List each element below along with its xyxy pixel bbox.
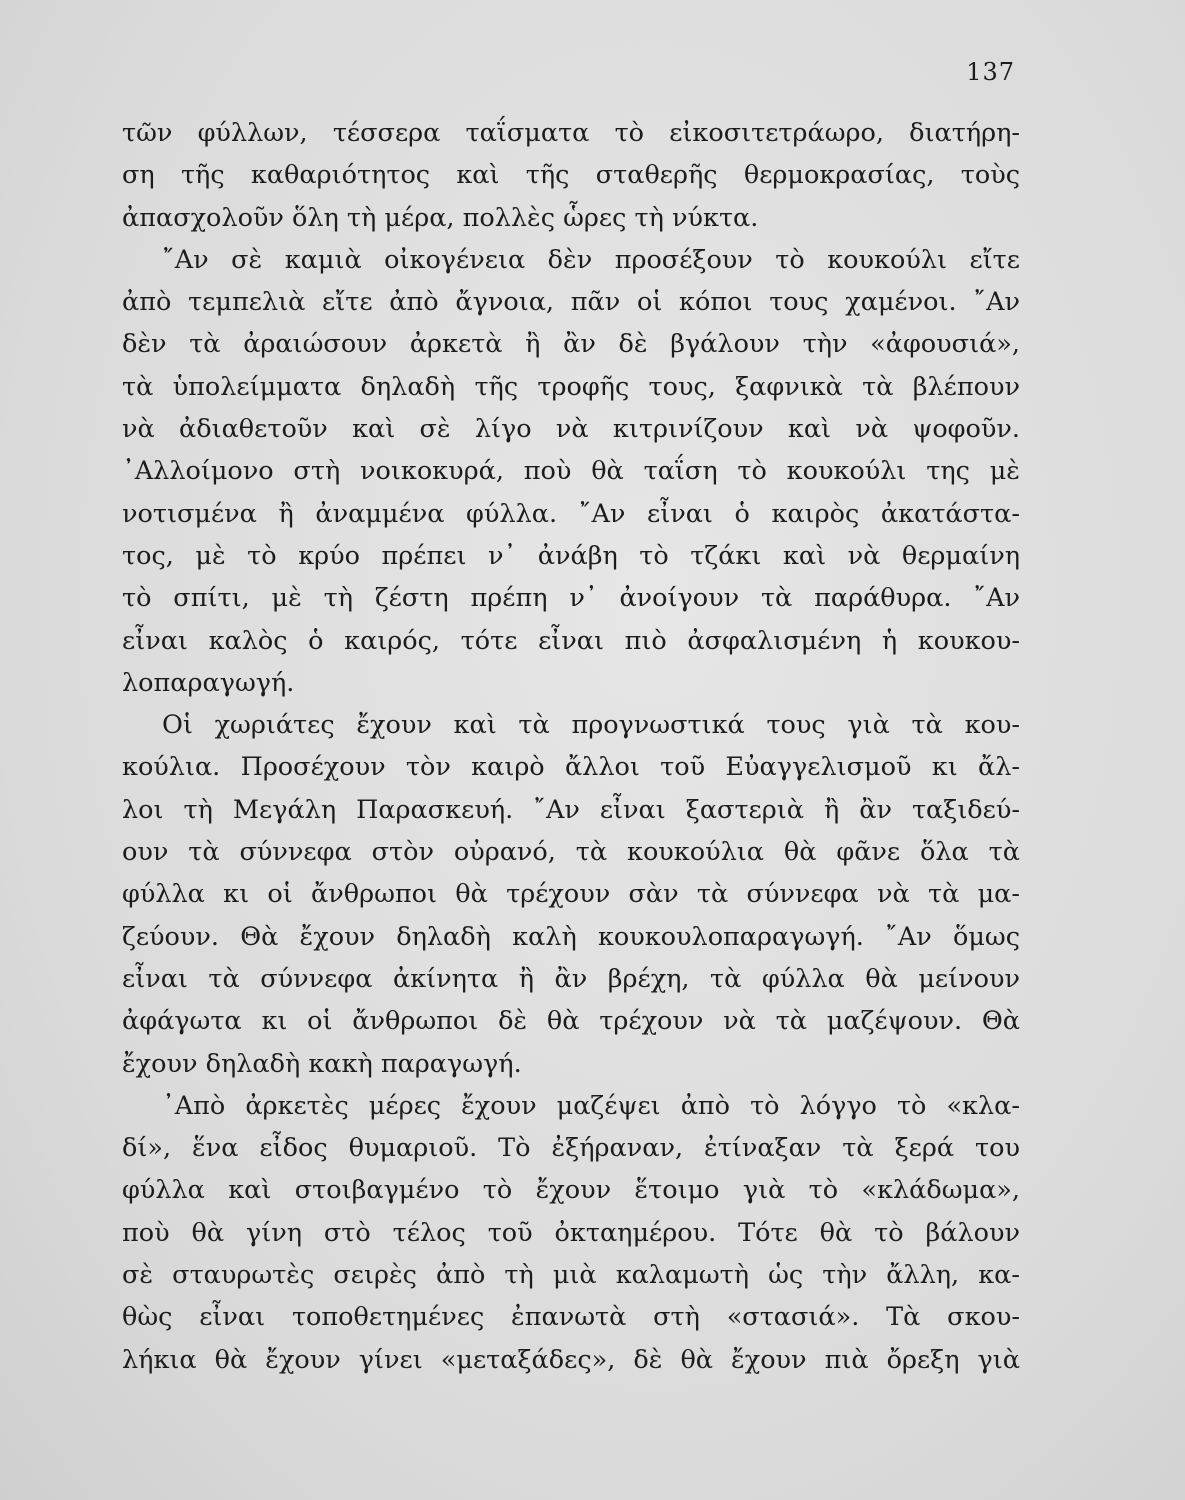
text-line: φύλλα καὶ στοιβαγμένο τὸ ἔχουν ἕτοιμο γιὰ τὸ «κλάδωμα», [122, 1175, 1020, 1206]
text-line: νοτισμένα ἢ ἀναμμένα φύλλα. ῎Αν εἶναι ὁ καιρὸς ἀκατάστα- [122, 498, 1020, 529]
text-line: ποὺ θὰ γίνη στὸ τέλος τοῦ ὀκταημέρου. Τότε θὰ τὸ βάλουν [122, 1217, 1020, 1248]
text-line: ᾽Αλλοίμονο στὴ νοικοκυρά, ποὺ θὰ ταΐση τὸ κουκούλι της μὲ [122, 456, 1020, 487]
text-line: εἶναι καλὸς ὁ καιρός, τότε εἶναι πιὸ ἀσφαλισμένη ἡ κουκου- [122, 625, 1020, 656]
text-line: λοπαραγωγή. [122, 667, 295, 698]
text-line: ουν τὰ σύννεφα στὸν οὐρανό, τὰ κουκούλια θὰ φᾶνε ὅλα τὰ [122, 837, 1020, 868]
text-line: λήκια θὰ ἔχουν γίνει «μεταξάδες», δὲ θὰ ἔχουν πιὰ ὄρεξη γιὰ [122, 1344, 1020, 1375]
text-line: Οἱ χωριάτες ἔχουν καὶ τὰ προγνωστικά τους γιὰ τὰ κου- [162, 710, 1020, 741]
page-number: 137 [966, 58, 1015, 86]
text-line: ἀφάγωτα κι οἱ ἄνθρωποι δὲ θὰ τρέχουν νὰ τὰ μαζέψουν. Θὰ [122, 1006, 1020, 1037]
text-line: ζεύουν. Θὰ ἔχουν δηλαδὴ καλὴ κουκουλοπαραγωγή. ῎Αν ὅμως [122, 921, 1020, 952]
text-line: κούλια. Προσέχουν τὸν καιρὸ ἄλλοι τοῦ Εὐαγγελισμοῦ κι ἄλ- [122, 752, 1020, 783]
text-line: τὰ ὑπολείμματα δηλαδὴ τῆς τροφῆς τους, ξαφνικὰ τὰ βλέπουν [122, 371, 1020, 402]
text-line: ἀπασχολοῦν ὅλη τὴ μέρα, πολλὲς ὧρες τὴ νύκτα. [122, 202, 759, 233]
text-line: τὸ σπίτι, μὲ τὴ ζέστη πρέπη ν᾽ ἀνοίγουν τὰ παράθυρα. ῎Αν [122, 583, 1020, 614]
text-line: φύλλα κι οἱ ἄνθρωποι θὰ τρέχουν σὰν τὰ σύννεφα νὰ τὰ μα- [122, 879, 1020, 910]
text-line: ῎Αν σὲ καμιὰ οἰκογένεια δὲν προσέξουν τὸ κουκούλι εἴτε [162, 244, 1020, 275]
text-line: σὲ σταυρωτὲς σειρὲς ἀπὸ τὴ μιὰ καλαμωτὴ ὡς τὴν ἄλλη, κα- [122, 1260, 1020, 1291]
text-line: ἀπὸ τεμπελιὰ εἴτε ἀπὸ ἄγνοια, πᾶν οἱ κόποι τους χαμένοι. ῎Αν [122, 287, 1020, 318]
text-line: δί», ἕνα εἶδος θυμαριοῦ. Τὸ ἐξήραναν, ἐτίναξαν τὰ ξερά του [122, 1133, 1020, 1164]
text-line: τῶν φύλλων, τέσσερα ταΐσματα τὸ εἰκοσιτετράωρο, διατήρη- [122, 118, 1020, 148]
body-text [122, 112, 1020, 1381]
text-line: θὼς εἶναι τοποθετημένες ἐπανωτὰ στὴ «στασιά». Τὰ σκου- [122, 1302, 1020, 1333]
text-line: εἶναι τὰ σύννεφα ἀκίνητα ἢ ἂν βρέχη, τὰ φύλλα θὰ μείνουν [122, 963, 1020, 994]
text-line: ἔχουν δηλαδὴ κακὴ παραγωγή. [122, 1048, 522, 1079]
text-line: νὰ ἀδιαθετοῦν καὶ σὲ λίγο νὰ κιτρινίζουν καὶ νὰ ψοφοῦν. [122, 414, 1020, 445]
text-line: ση τῆς καθαριότητος καὶ τῆς σταθερῆς θερμοκρασίας, τοὺς [122, 160, 1020, 191]
text-line: τος, μὲ τὸ κρύο πρέπει ν᾽ ἀνάβη τὸ τζάκι καὶ νὰ θερμαίνη [122, 540, 1020, 571]
text-line: ᾽Απὸ ἀρκετὲς μέρες ἔχουν μαζέψει ἀπὸ τὸ λόγγο τὸ «κλα- [162, 1090, 1020, 1121]
text-line: δὲν τὰ ἀραιώσουν ἀρκετὰ ἢ ἂν δὲ βγάλουν τὴν «ἀφουσιά», [122, 329, 1020, 360]
text-line: λοι τὴ Μεγάλη Παρασκευή. ῎Αν εἶναι ξαστεριὰ ἢ ἂν ταξιδεύ- [122, 794, 1020, 825]
